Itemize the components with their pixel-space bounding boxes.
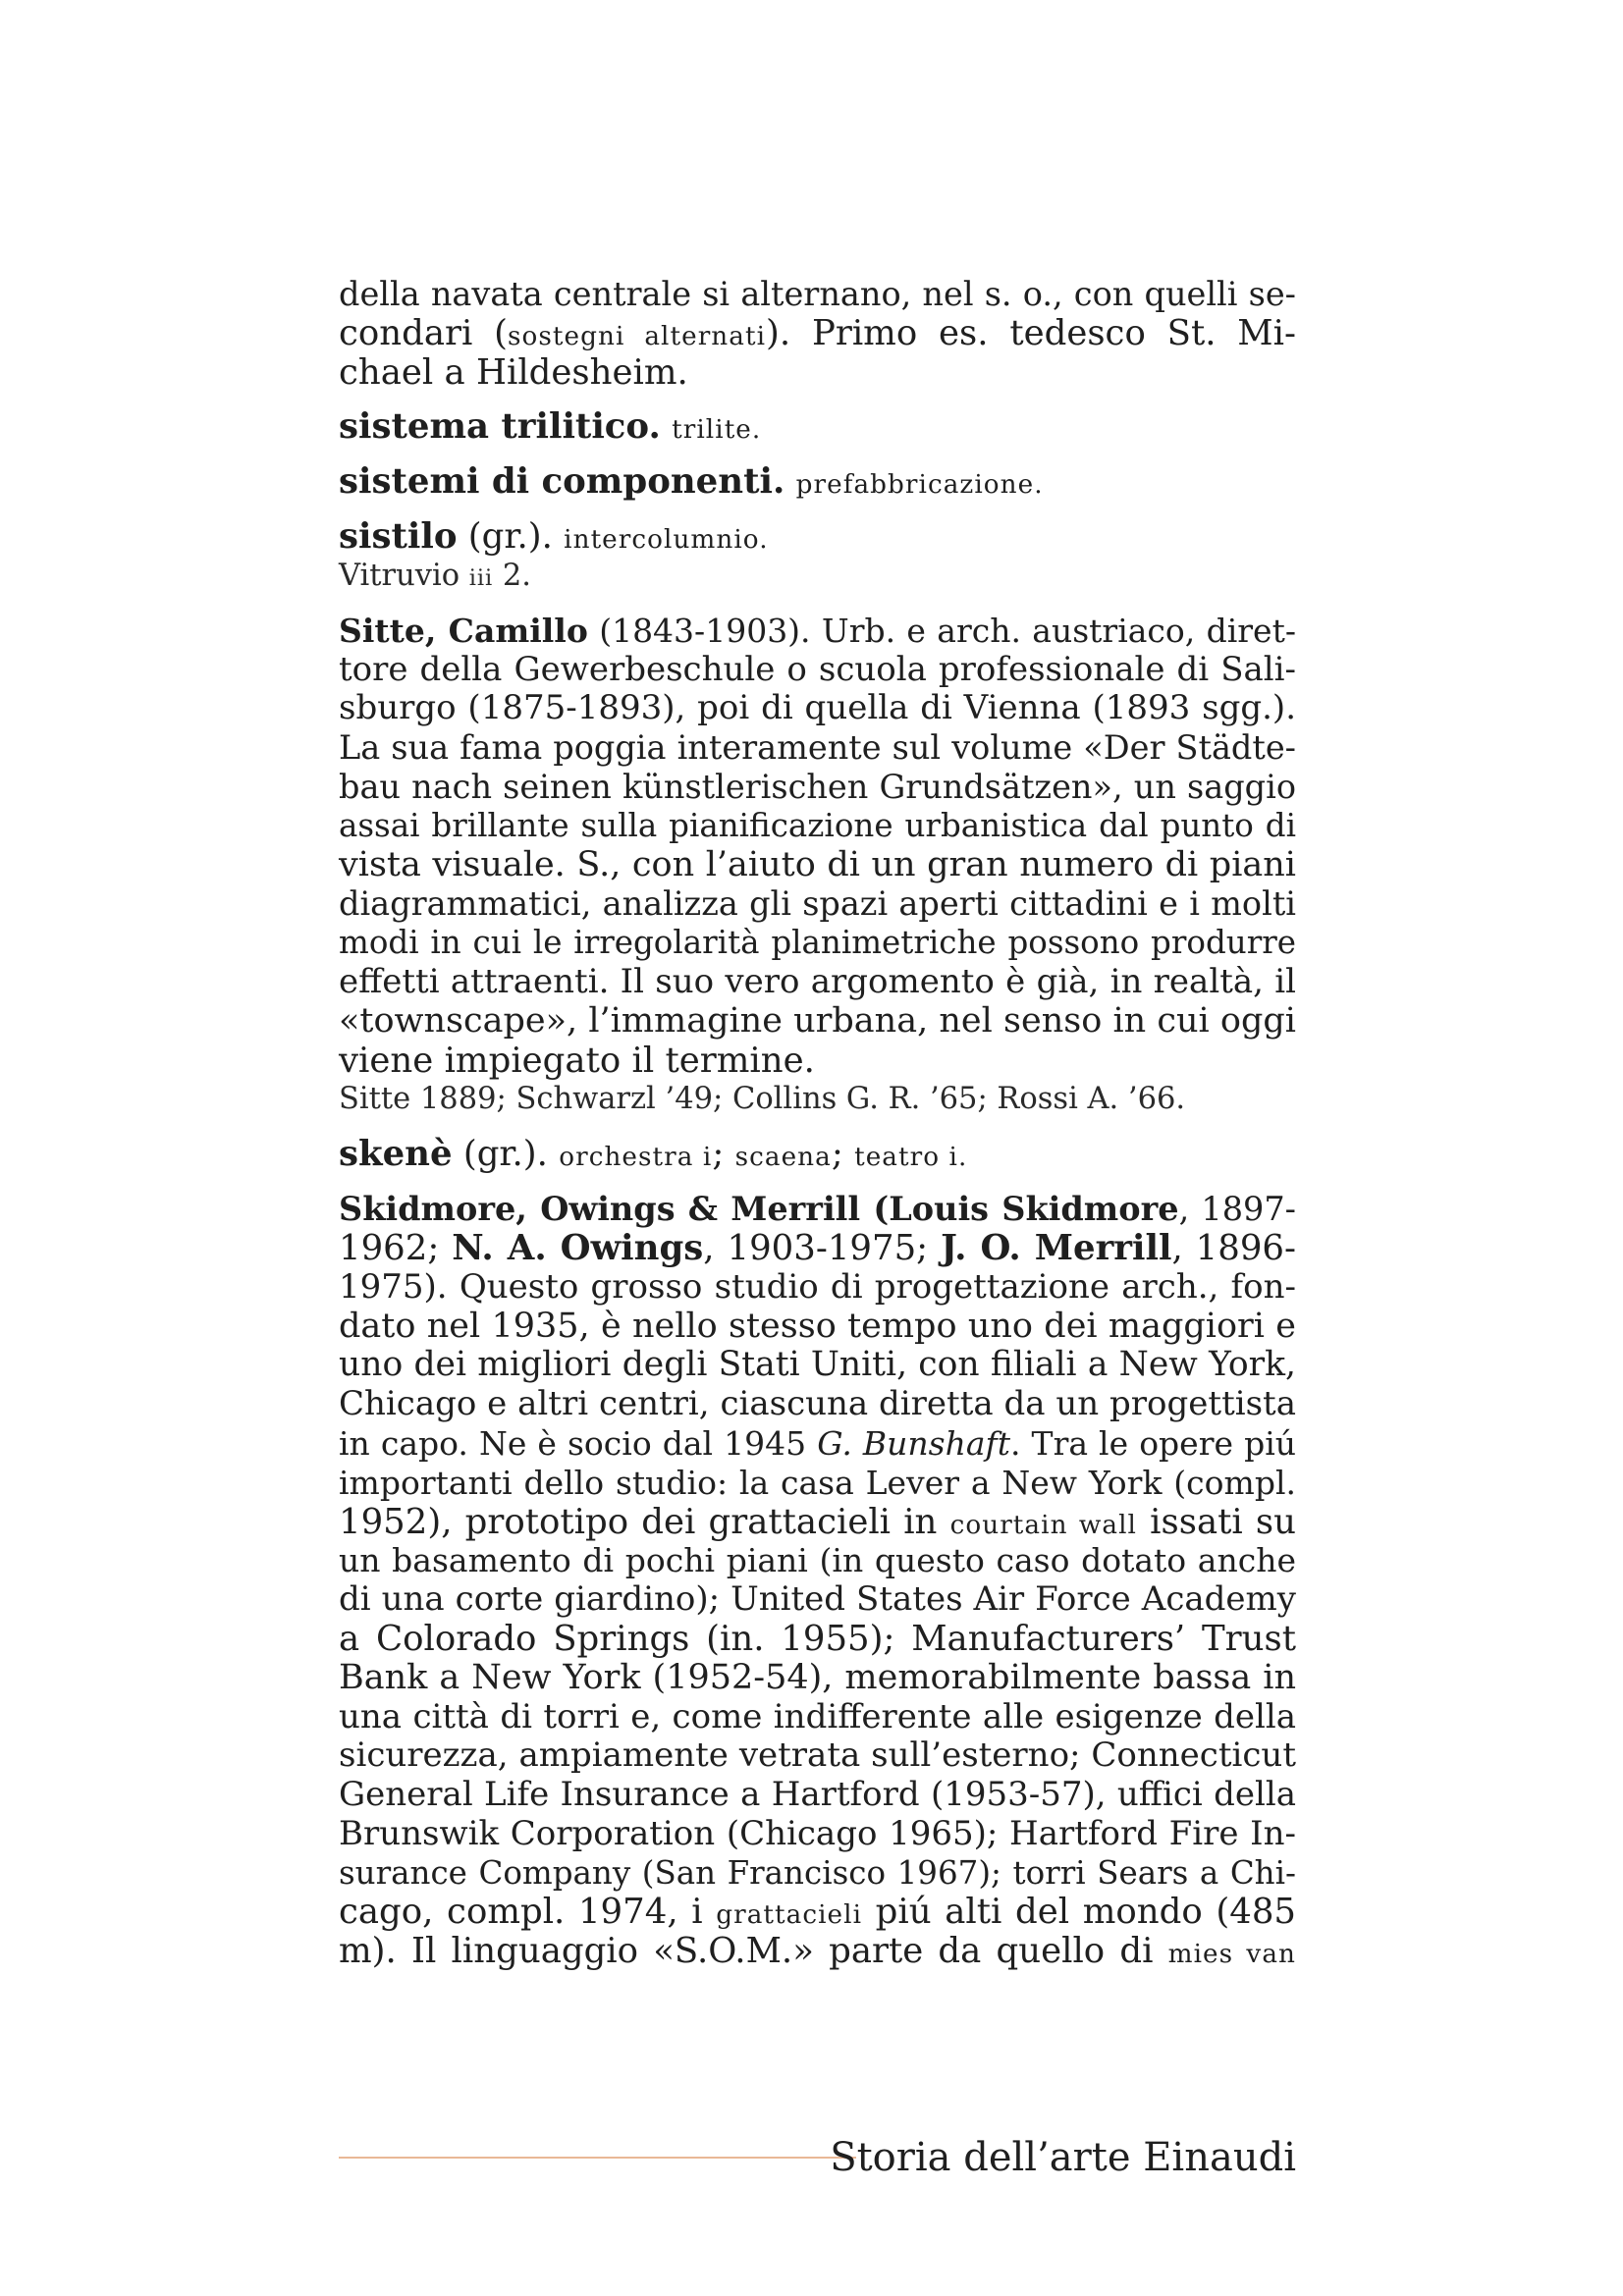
cross-reference: trilite.: [672, 415, 762, 446]
text-line: un basamento di pochi piani (in questo caso dotato anche: [339, 1541, 1296, 1580]
entry-term: J. O. Merrill: [941, 1227, 1172, 1268]
page-footer: [339, 2133, 1296, 2182]
entry-term: sistemi di componenti.: [339, 461, 785, 503]
bibliographic-references: Sitte 1889; Schwarzl ’49; Collins G. R. ’65; Rossi A. ’66.: [339, 1082, 1186, 1117]
entry-term: sistilo: [339, 515, 458, 557]
cross-reference: teatro i.: [854, 1143, 968, 1173]
text-line: La sua fama poggia interamente sul volume «Der Städte-: [339, 728, 1296, 768]
text-line: uno dei migliori degli Stati Uniti, con filiali a New York,: [339, 1345, 1296, 1385]
text-line: assai brillante sulla pianificazione urbanistica dal punto di: [339, 806, 1296, 844]
cross-reference: grattacieli: [716, 1900, 863, 1931]
entry-sistema-trilitico: [339, 407, 1296, 447]
text-line: surance Company (San Francisco 1967); torri Sears a Chi-: [339, 1853, 1296, 1892]
entry-term: Sitte, Camillo: [339, 611, 588, 650]
cross-reference: intercolumnio.: [564, 524, 769, 555]
text-line: General Life Insurance a Hartford (1953-57), uffici della: [339, 1775, 1296, 1815]
text-line: in capo. Ne è socio dal 1945 G. Bunshaft. Tra le opere piú: [339, 1423, 1296, 1463]
text-line: tore della Gewerbeschule o scuola professionale di Sali-: [339, 649, 1296, 689]
entry-skidmore-owings-merrill: Skidmore, Owings & Merrill (Louis Skidmore, 1897-: [339, 1190, 1296, 1229]
bibliographic-source: Vitruvio iii 2.: [339, 558, 531, 593]
text-line: «townscape», l’immagine urbana, nel senso in cui oggi: [339, 1000, 1296, 1041]
cross-reference: orchestra i: [559, 1143, 713, 1173]
text-line: sicurezza, ampiamente vetrata sull’esterno; Connecticut: [339, 1735, 1296, 1776]
entry-term: Skidmore, Owings & Merrill (Louis Skidmore: [339, 1190, 1179, 1229]
entry-sistemi-di-componenti: [339, 462, 1296, 502]
text-line: m). Il linguaggio «S.O.M.» parte da quello di mies van: [339, 1931, 1297, 1972]
text-line: cago, compl. 1974, i grattacieli piú alti del mondo (485: [339, 1892, 1296, 1933]
text-line: bau nach seinen künstlerischen Grundsätzen», un saggio: [339, 767, 1296, 806]
cross-reference: sostegni alternati: [508, 321, 767, 351]
entry-sitte-camillo: Sitte, Camillo (1843-1903). Urb. e arch. austriaco, diret-: [339, 611, 1296, 650]
person-name: G. Bunshaft: [817, 1423, 1011, 1463]
page-body: [339, 275, 1296, 1971]
text-line: 1975). Questo grosso studio di progettazione arch., fon-: [339, 1266, 1296, 1307]
text-line: a Colorado Springs (in. 1955); Manufacturers’ Trust: [339, 1618, 1296, 1659]
text-line: Bank a New York (1952-54), memorabilmente bassa in: [339, 1657, 1296, 1697]
text-line: di una corte giardino); United States Air Force Academy: [339, 1579, 1296, 1620]
text-line: Chicago e altri centri, ciascuna diretta da un progettista: [339, 1384, 1296, 1424]
text-line: effetti attraenti. Il suo vero argomento è già, in realtà, il: [339, 961, 1296, 1001]
text-line: viene impiegato il termine.: [339, 1040, 815, 1081]
text-line: vista visuale. S., con l’aiuto di un gran numero di piani: [339, 844, 1296, 884]
entry-sistilo: sistilo (gr.). intercolumnio.: [339, 515, 769, 557]
text-line: 1952), prototipo dei grattacieli in courtain wall issati su: [339, 1501, 1296, 1542]
text-line: dato nel 1935, è nello stesso tempo uno dei maggiori e: [339, 1306, 1296, 1346]
cross-reference: courtain wall: [949, 1510, 1137, 1540]
text-line: condari (sostegni alternati). Primo es. tedesco St. Mi-: [339, 312, 1296, 353]
text-line: della navata centrale si alternano, nel s. o., con quelli se-: [339, 275, 1296, 313]
entry-term: N. A. Owings: [452, 1227, 704, 1268]
footer-rule: [339, 2157, 856, 2159]
entry-skene: skenè (gr.). orchestra i; scaena; teatro i.: [339, 1134, 968, 1175]
footer-title: Storia dell’arte Einaudi: [830, 2135, 1296, 2180]
cross-reference: scaena: [734, 1143, 832, 1173]
cross-reference: prefabbricazione.: [795, 470, 1044, 501]
text-line: modi in cui le irregolarità planimetriche possono produrre: [339, 924, 1296, 962]
text-line: diagrammatici, analizza gli spazi aperti cittadini e i molti: [339, 884, 1296, 924]
entry-term: sistema trilitico.: [339, 406, 661, 448]
text-line: Brunswik Corporation (Chicago 1965); Hartford Fire In-: [339, 1813, 1296, 1853]
text-line: chael a Hildesheim.: [339, 351, 688, 393]
text-line: importanti dello studio: la casa Lever a New York (compl.: [339, 1463, 1296, 1502]
entry-term: skenè: [339, 1134, 453, 1175]
text-line: 1962; N. A. Owings, 1903-1975; J. O. Merrill, 1896-: [339, 1227, 1296, 1268]
text-line: sburgo (1875-1893), poi di quella di Vienna (1893 sgg.).: [339, 688, 1296, 728]
text-line: una città di torri e, come indifferente alle esigenze della: [339, 1696, 1296, 1736]
cross-reference: mies van: [1167, 1940, 1297, 1970]
